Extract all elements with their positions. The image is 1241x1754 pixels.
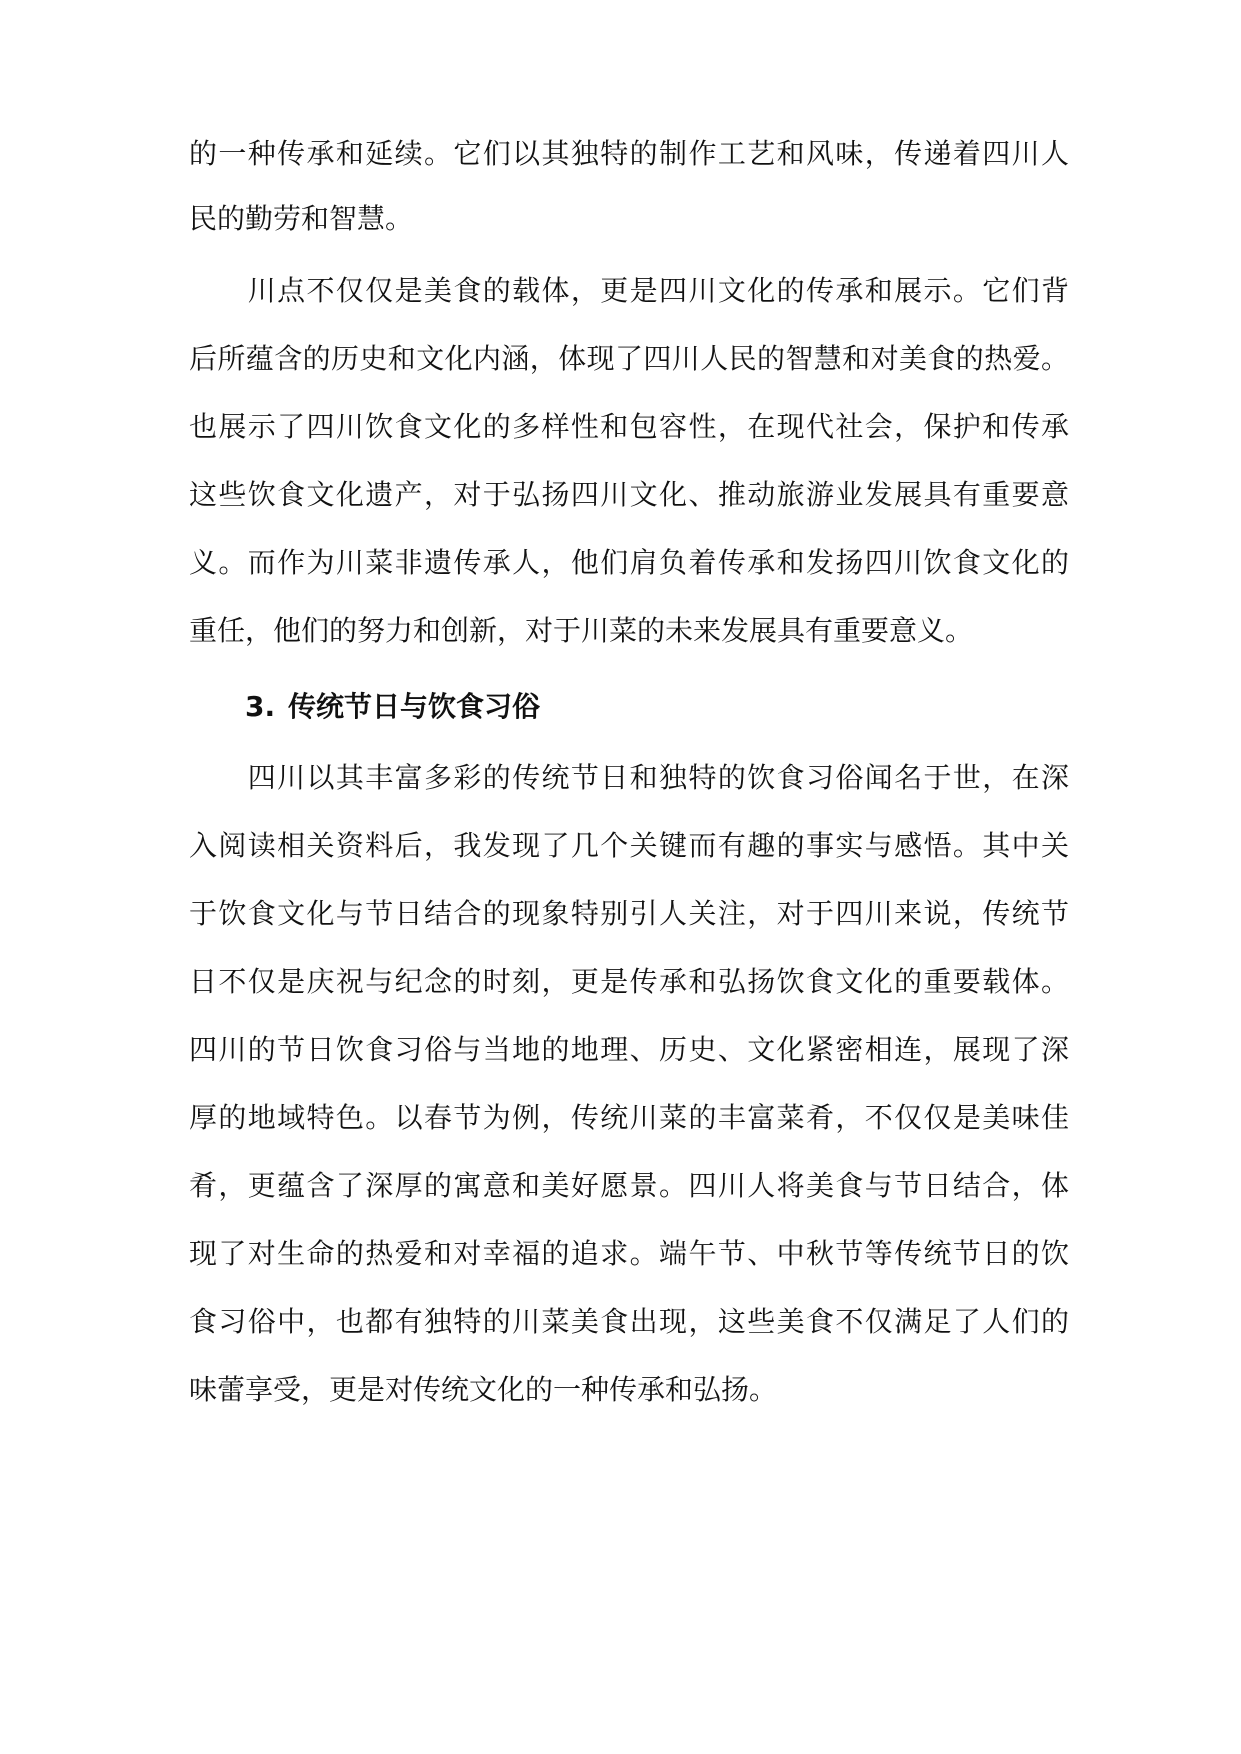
paragraph-line: 食习俗中，也都有独特的川菜美食出现，这些美食不仅满足了人们的 bbox=[189, 1305, 1069, 1338]
paragraph-line: 入阅读相关资料后，我发现了几个关键而有趣的事实与感悟。其中关 bbox=[189, 829, 1069, 862]
paragraph-line: 于饮食文化与节日结合的现象特别引人关注，对于四川来说，传统节 bbox=[189, 897, 1069, 930]
paragraph-line: 味蕾享受，更是对传统文化的一种传承和弘扬。 bbox=[189, 1373, 778, 1406]
paragraph-line: 川点不仅仅是美食的载体，更是四川文化的传承和展示。它们背 bbox=[189, 274, 1069, 307]
paragraph-line: 民的勤劳和智慧。 bbox=[189, 202, 414, 235]
paragraph-line: 日不仅是庆祝与纪念的时刻，更是传承和弘扬饮食文化的重要载体。 bbox=[189, 965, 1069, 998]
section-number: 3. bbox=[245, 690, 276, 723]
paragraph-line: 厚的地域特色。以春节为例，传统川菜的丰富菜肴，不仅仅是美味佳 bbox=[189, 1101, 1069, 1134]
paragraph-line: 肴，更蕴含了深厚的寓意和美好愿景。四川人将美食与节日结合，体 bbox=[189, 1169, 1069, 1202]
paragraph-line: 这些饮食文化遗产，对于弘扬四川文化、推动旅游业发展具有重要意 bbox=[189, 478, 1069, 511]
section-heading bbox=[245, 684, 540, 730]
section-title: 传统节日与饮食习俗 bbox=[288, 690, 541, 723]
paragraph-line: 四川以其丰富多彩的传统节日和独特的饮食习俗闻名于世，在深 bbox=[189, 761, 1069, 794]
paragraph-line: 重任，他们的努力和创新，对于川菜的未来发展具有重要意义。 bbox=[189, 614, 974, 647]
paragraph-line: 四川的节日饮食习俗与当地的地理、历史、文化紧密相连，展现了深 bbox=[189, 1033, 1069, 1066]
paragraph-line: 也展示了四川饮食文化的多样性和包容性，在现代社会，保护和传承 bbox=[189, 410, 1069, 443]
paragraph-line: 义。而作为川菜非遗传承人，他们肩负着传承和发扬四川饮食文化的 bbox=[189, 546, 1069, 579]
paragraph-line: 的一种传承和延续。它们以其独特的制作工艺和风味，传递着四川人 bbox=[189, 137, 1069, 170]
paragraph-line: 后所蕴含的历史和文化内涵，体现了四川人民的智慧和对美食的热爱。 bbox=[189, 342, 1069, 375]
paragraph-line: 现了对生命的热爱和对幸福的追求。端午节、中秋节等传统节日的饮 bbox=[189, 1237, 1069, 1270]
